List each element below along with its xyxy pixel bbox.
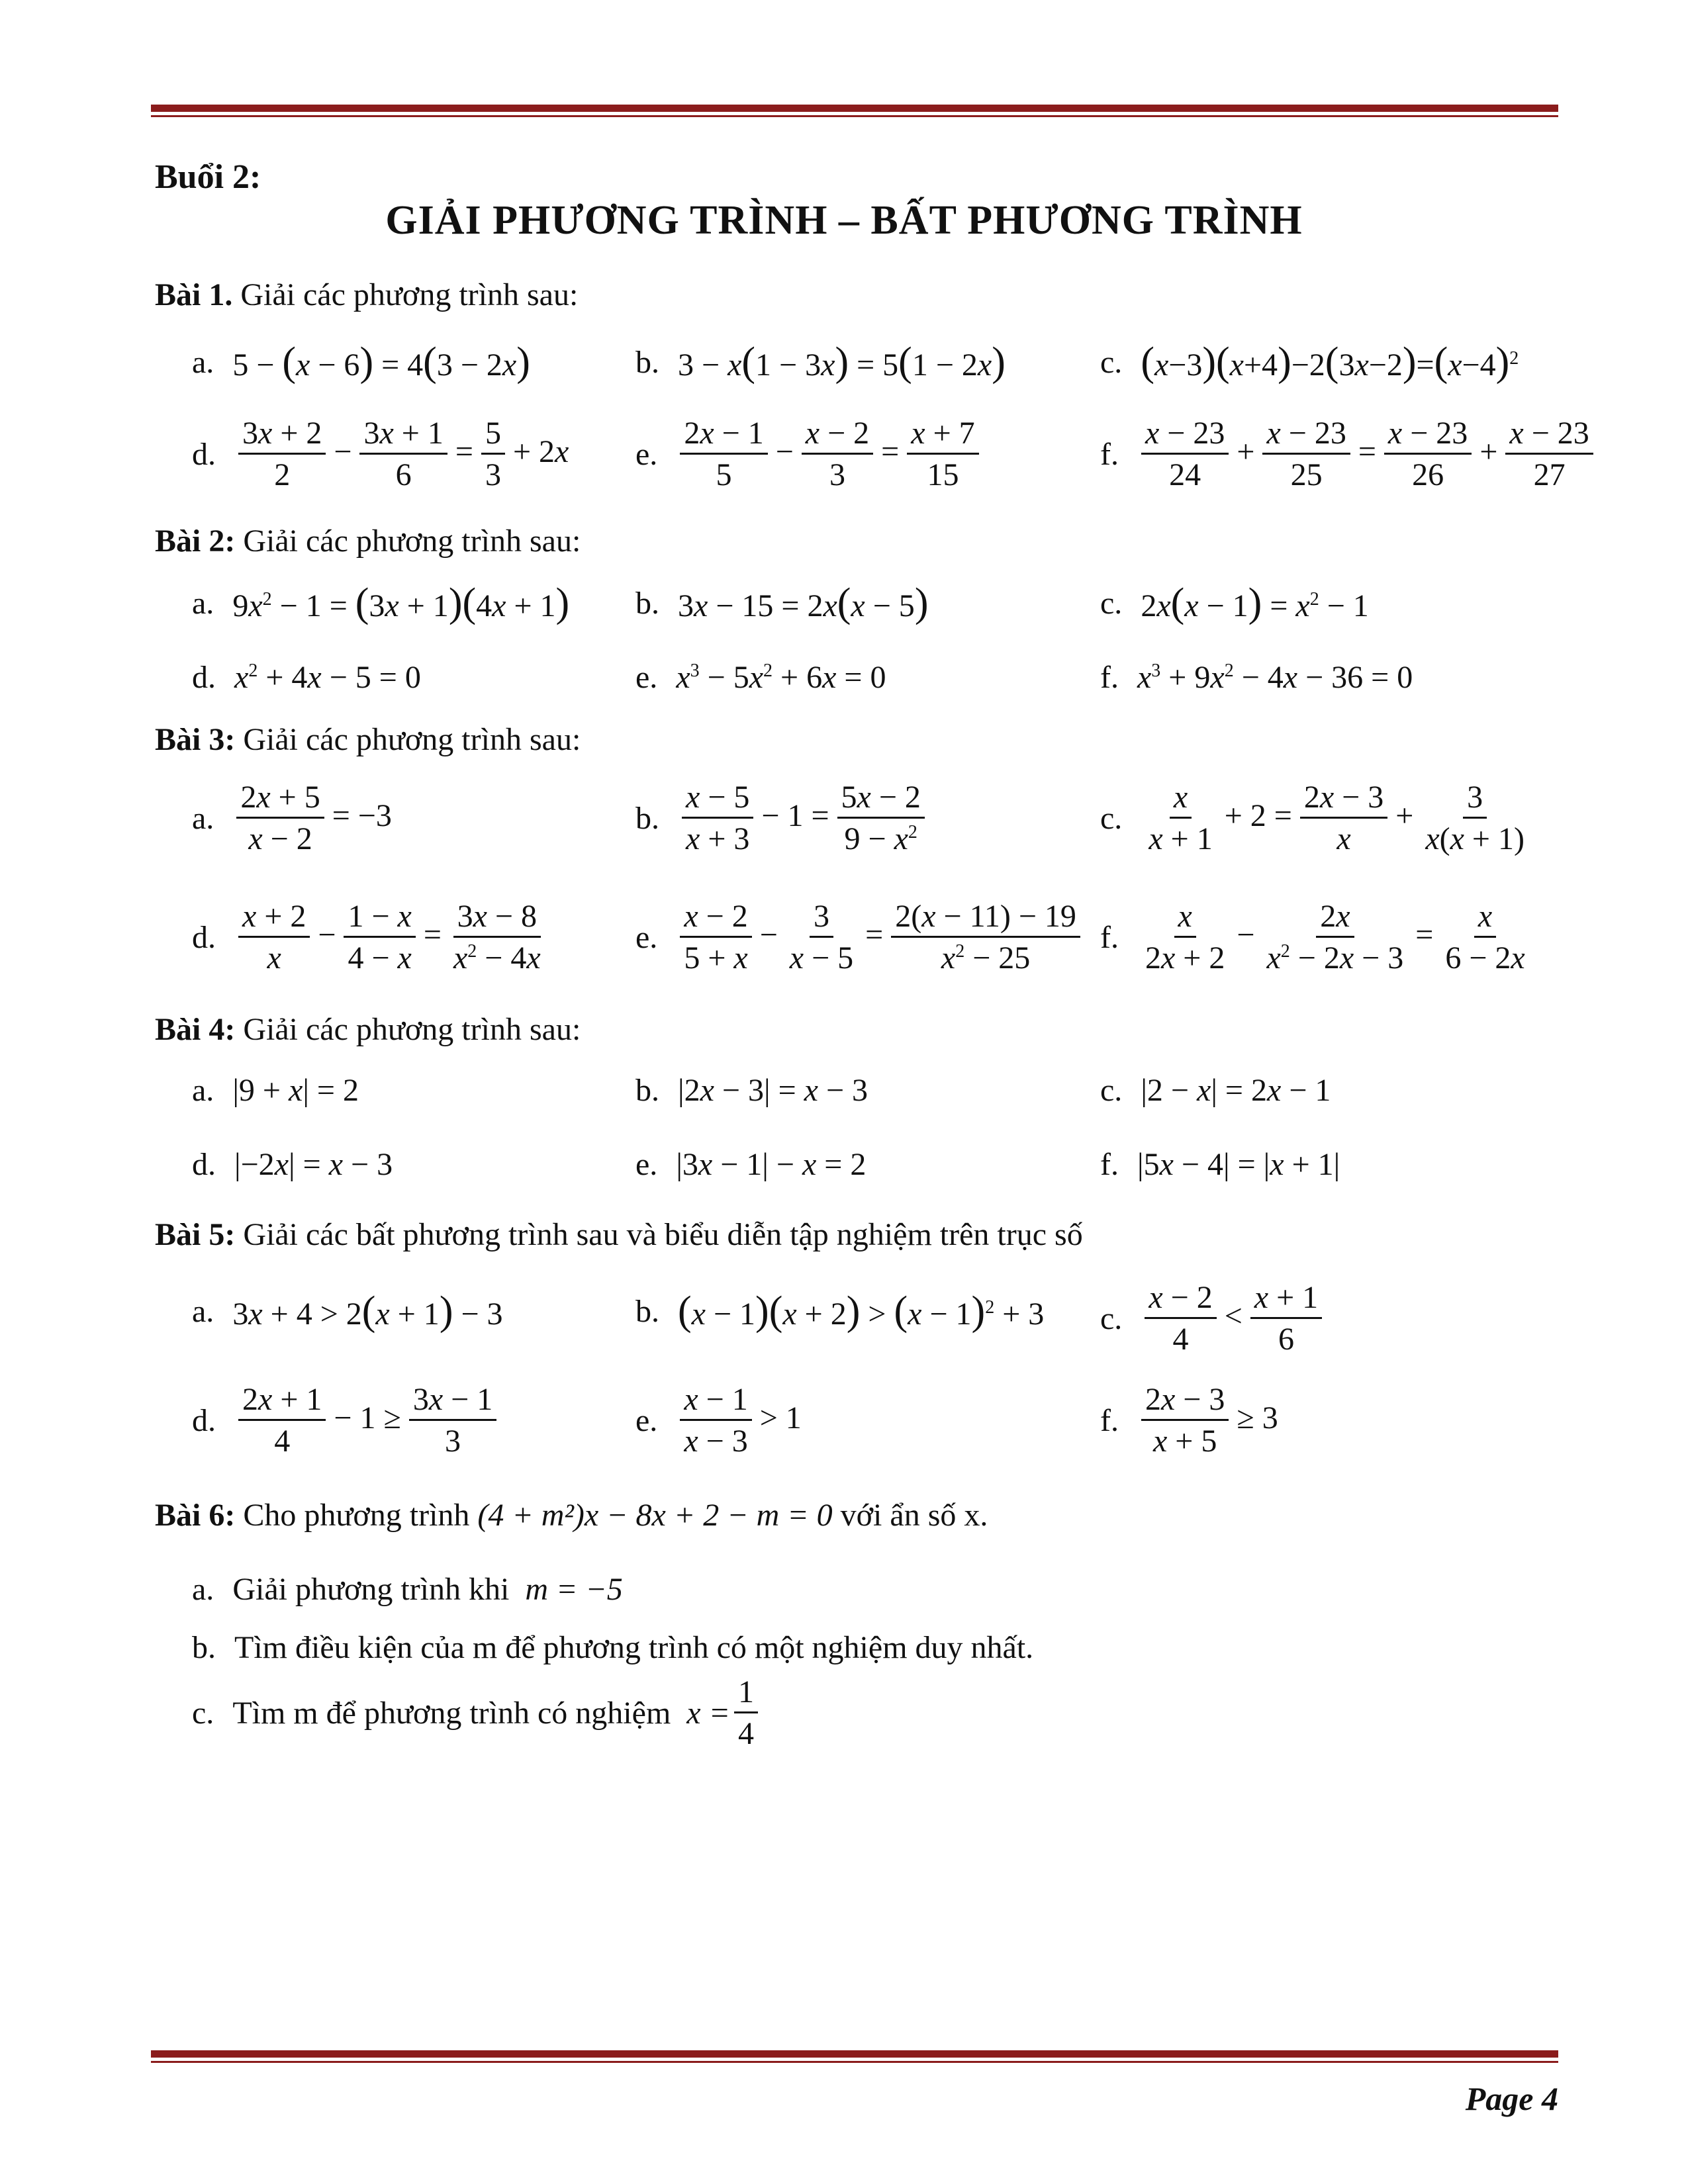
ex6-item-c: c. Tìm m để phương trình có nghiệm x = $\frac{1}{4}$ — [192, 1676, 762, 1751]
ex3-item-b: b. $\frac{x - 5}{x + 3}$ − 1 = $\frac{5x - 2}{9 - x^2}$ — [635, 781, 929, 856]
ex2-item-a: a. $9x^2 - 1 = (3x + 1)(4x + 1)$ — [192, 580, 570, 625]
exercise-1-heading: Bài 1. Giải các phương trình sau: — [155, 277, 579, 312]
page-title: GIẢI PHƯƠNG TRÌNH – BẤT PHƯƠNG TRÌNH — [385, 198, 1303, 243]
ex5-item-a: a. 3x + 4 > 2(x + 1) − 3 — [192, 1289, 503, 1334]
ex5-item-e: e. $\frac{x - 1}{x - 3}$ > 1 — [635, 1382, 802, 1459]
exercise-4-heading: Bài 4: Giải các phương trình sau: — [155, 1012, 581, 1047]
ex1-item-a: a. 5 − (x − 6) = 4(3 − 2x) — [192, 340, 530, 385]
ex3-item-d: d. $\frac{x + 2}{x}$ − $\frac{1 - x}{4 - x}$ = $\frac{3x - 8}{x^2 - 4x}$ — [192, 899, 541, 976]
exercise-6-heading: Bài 6: Cho phương trình (4 + m²)x − 8x + 2 − m = 0 với ẩn số x. — [155, 1498, 988, 1533]
ex4-item-c: c. |2 − x| = 2x − 1 — [1100, 1073, 1331, 1108]
ex2-item-f: f. $x^3 + 9x^2 - 4x - 36 = 0$ — [1100, 660, 1413, 695]
ex2-item-d: d. $x^2 + 4x - 5 = 0$ — [192, 660, 421, 695]
session-label: Buổi 2: — [155, 158, 261, 196]
ex2-item-c: c. $2x(x - 1) = x^2 - 1$ — [1100, 580, 1369, 625]
ex6-item-b: b. Tìm điều kiện của m để phương trình có một nghiệm duy nhất. — [192, 1630, 1034, 1665]
ex4-item-a: a. |9 + x| = 2 — [192, 1073, 359, 1108]
ex1-item-b: b. 3 − x(1 − 3x) = 5(1 − 2x) — [635, 340, 1006, 385]
ex2-item-b: b. 3x − 15 = 2x(x − 5) — [635, 580, 929, 625]
ex3-item-c: c. $\frac{x}{x + 1}$ + 2 = $\frac{2x - 3}{x}$ + $\frac{3}{x(x + 1)}$ — [1100, 780, 1524, 857]
ex4-item-d: d. |−2x| = x − 3 — [192, 1147, 393, 1182]
ex4-item-f: f. |5x − 4| = |x + 1| — [1100, 1147, 1340, 1182]
ex1-item-d: d. $\frac{3x + 2}{2}$ − $\frac{3x + 1}{6}$ = $\frac{5}{3}$ + 2x — [192, 416, 569, 493]
ex5-item-b: b. $(x - 1)(x + 2) > (x - 1)^2 + 3$ — [635, 1289, 1045, 1334]
ex2-item-e: e. $x^3 - 5x^2 + 6x = 0$ — [635, 660, 886, 695]
ex5-item-f: f. $\frac{2x - 3}{x + 5}$ ≥ 3 — [1100, 1382, 1278, 1459]
top-rule — [151, 105, 1558, 117]
exercise-6-equation: (4 + m²)x − 8x + 2 − m = 0 — [477, 1498, 833, 1533]
ex4-item-b: b. |2x − 3| = x − 3 — [635, 1073, 868, 1108]
exercise-5-heading: Bài 5: Giải các bất phương trình sau và biểu diễn tập nghiệm trên trục số — [155, 1217, 1083, 1252]
ex3-item-f: f. $\frac{x}{2x + 2}$ − $\frac{2x}{x^2 - 2x - 3}$ = $\frac{x}{6 - 2x}$ — [1100, 899, 1525, 976]
ex1-item-e: e. $\frac{2x - 1}{5}$ − $\frac{x - 2}{3}$ = $\frac{x + 7}{15}$ — [635, 417, 983, 492]
exercise-2-heading: Bài 2: Giải các phương trình sau: — [155, 523, 581, 559]
ex4-item-e: e. |3x − 1| − x = 2 — [635, 1147, 867, 1182]
ex5-item-d: d. $\frac{2x + 1}{4}$ − 1 ≥ $\frac{3x - 1}{3}$ — [192, 1383, 500, 1459]
ex3-item-e: e. $\frac{x - 2}{5 + x}$ − $\frac{3}{x - 5}$ = $\frac{2(x - 11) - 19}{x^2 - 25}$ — [635, 900, 1084, 976]
ex6-item-a: a. Giải phương trình khi m = −5 — [192, 1572, 623, 1607]
ex5-item-c: c. $\frac{x - 2}{4}$ < $\frac{x + 1}{6}$ — [1100, 1281, 1326, 1357]
ex1-item-f: f. $\frac{x - 23}{24}$ + $\frac{x - 23}{25}$ = $\frac{x - 23}{26}$ + $\frac{x - 23}{27}$ — [1100, 417, 1597, 492]
page-number: Page 4 — [1465, 2080, 1558, 2117]
bottom-rule — [151, 2050, 1558, 2063]
exercise-3-heading: Bài 3: Giải các phương trình sau: — [155, 722, 581, 757]
ex3-item-a: a. $\frac{2x + 5}{x - 2}$ = −3 — [192, 780, 392, 857]
ex1-item-c: c. $(x-3)(x+4)-2(3x-2)=(x-4)^2$ — [1100, 340, 1519, 385]
